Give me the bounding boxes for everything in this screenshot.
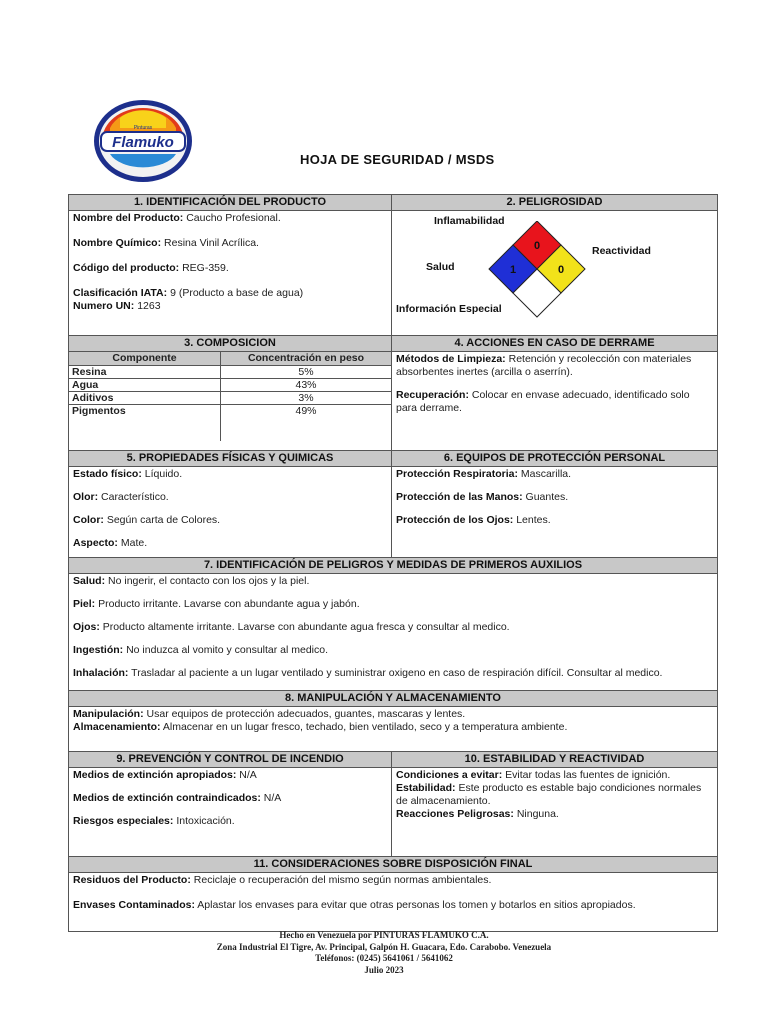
component-value: 43% [221,379,392,392]
field-label: Ingestión: [73,644,124,656]
field-label: Color: [73,514,104,526]
footer-address: Zona Industrial El Tigre, Av. Principal, Galpón H. Guacara, Edo. Carabobo. Venezuela [216,941,552,952]
flammability-label: Inflamabilidad [434,215,505,227]
eye-protection-value: Lentes. [516,514,551,526]
nfpa-diamond [477,221,597,319]
physical-state-value: Líquido. [144,468,183,480]
field-label: Salud: [73,575,106,587]
field-label: Protección Respiratoria: [396,468,518,480]
special-info-label: Información Especial [396,303,502,315]
section-6-header: 6. EQUIPOS DE PROTECCIÓN PERSONAL [392,451,717,467]
section-first-aid [69,558,717,690]
footer-phones: Teléfonos: (0245) 5641061 / 5641062 [315,953,453,963]
flamuko-logo-graphic [92,98,194,184]
handling-value: Usar equipos de protección adecuados, guantes, mascaras y lentes. [146,708,466,720]
section-identification [69,195,392,335]
field-label: Manipulación: [73,708,144,720]
section-stability [392,752,717,856]
conditions-to-avoid-value: Evitar todas las fuentes de ignición. [505,769,671,781]
health-hazard-value: No ingerir, el contacto con los ojos y la piel. [108,575,310,587]
product-name-value: Caucho Profesional. [186,212,281,224]
section-4-header: 4. ACCIONES EN CASO DE DERRAME [392,336,717,352]
eyes-value: Producto altamente irritante. Lavarse con abundante agua fresca y consultar al medico. [102,621,510,633]
field-label: Riesgos especiales: [73,815,174,827]
health-label: Salud [426,261,455,273]
field-label: Piel: [73,598,96,610]
field-label: Medios de extinción apropiados: [73,769,237,781]
storage-value: Almacenar en un lugar fresco, techado, bien ventilado, seco y a temperatura ambiente. [162,721,568,733]
iata-value: 9 (Producto a base de agua) [170,287,304,299]
section-2-header: 2. PELIGROSIDAD [392,195,717,211]
row-handling [69,690,717,751]
field-label: Inhalación: [73,667,129,679]
inhalation-value: Trasladar al paciente a un lugar ventilado y suministrar oxigeno en caso de respiración difícil. Consultar al medico. [131,667,663,679]
appearance-value: Mate. [120,537,148,549]
page-footer [0,930,768,976]
component-name: Pigmentos [72,405,126,417]
nfpa-reactivity-value: 0 [557,264,565,276]
section-spill [392,336,717,450]
hazardous-reactions-value: Ninguna. [516,808,559,820]
component-value: 49% [221,405,392,442]
row-fire-stability [69,751,717,856]
field-label: Clasificación IATA: [73,287,168,299]
section-disposal [69,857,717,931]
footer-date: Julio 2023 [364,964,404,975]
table-row [69,366,391,379]
skin-value: Producto irritante. Lavarse con abundante agua y jabón. [98,598,360,610]
msds-sheet [68,194,718,932]
odor-value: Característico. [101,491,169,503]
field-label: Envases Contaminados: [73,899,195,911]
section-5-header: 5. PROPIEDADES FÍSICAS Y QUIMICAS [69,451,391,467]
field-label: Olor: [73,491,99,503]
section-handling [69,691,717,751]
row-first-aid [69,557,717,690]
component-name: Resina [69,366,221,379]
footer-manufacturer: Hecho en Venezuela por PINTURAS FLAMUKO C.A. [279,930,489,940]
row-disposal [69,856,717,931]
flamuko-logo [92,98,194,184]
nfpa-flammability-value: 0 [533,240,541,252]
field-label: Código del producto: [73,262,180,274]
section-fire [69,752,392,856]
component-value: 5% [221,366,392,379]
section-properties [69,451,392,557]
contraindicated-media-value: N/A [263,792,282,804]
page-title: HOJA DE SEGURIDAD / MSDS [300,152,495,167]
chemical-name-value: Resina Vinil Acrílica. [164,237,259,249]
field-label: Nombre del Producto: [73,212,184,224]
field-label: Ojos: [73,621,100,633]
field-label: Medios de extinción contraindicados: [73,792,261,804]
field-label: Almacenamiento: [73,721,161,733]
field-label: Recuperación: [396,389,469,401]
un-number-value: 1263 [137,300,161,312]
section-hazard [392,195,717,335]
contaminated-packaging-value: Aplastar los envases para evitar que otras personas los tomen y botarlos en sitios apropiados. [197,899,636,911]
component-name: Agua [69,379,221,392]
section-10-header: 10. ESTABILIDAD Y REACTIVIDAD [392,752,717,768]
logo-subtitle: Pinturas [133,125,153,131]
field-label: Numero UN: [73,300,135,312]
section-ppe [392,451,717,557]
section-7-header: 7. IDENTIFICACIÓN DE PELIGROS Y MEDIDAS DE PRIMEROS AUXILIOS [69,558,717,574]
field-label: Nombre Químico: [73,237,162,249]
column-header-component: Componente [69,352,221,366]
component-name: Aditivos [69,392,221,405]
extinguishing-media-value: N/A [239,769,257,781]
field-label: Estado físico: [73,468,142,480]
section-3-header: 3. COMPOSICION [69,336,391,352]
section-9-header: 9. PREVENCIÓN Y CONTROL DE INCENDIO [69,752,391,768]
table-row [69,379,391,392]
special-risks-value: Intoxicación. [176,815,235,827]
component-value: 3% [221,392,392,405]
product-code-value: REG-359. [182,262,229,274]
row-identification-hazard [69,195,717,335]
table-row [69,392,391,405]
table-row [69,405,391,442]
row-properties-ppe [69,450,717,557]
product-waste-value: Reciclaje o recuperación del mismo según normas ambientales. [193,874,492,886]
nfpa-health-value: 1 [509,264,517,276]
section-composition [69,336,392,450]
field-label: Reacciones Peligrosas: [396,808,514,820]
cleanup-method-value: Retención y recolección con materiales absorbentes inertes (arcilla o aserrín). [396,353,692,378]
row-composition-spill [69,335,717,450]
section-11-header: 11. CONSIDERACIONES SOBRE DISPOSICIÓN FINAL [69,857,717,873]
column-header-concentration: Concentración en peso [221,352,392,366]
field-label: Condiciones a evitar: [396,769,503,781]
field-label: Aspecto: [73,537,118,549]
stability-value: Este producto es estable bajo condiciones normales de almacenamiento. [396,782,702,807]
field-label: Estabilidad: [396,782,456,794]
respiratory-protection-value: Mascarilla. [520,468,572,480]
logo-wordmark: Flamuko [112,134,174,151]
field-label: Protección de los Ojos: [396,514,514,526]
color-value: Según carta de Colores. [106,514,221,526]
composition-table [69,352,391,441]
field-label: Métodos de Limpieza: [396,353,506,365]
section-8-header: 8. MANIPULACIÓN Y ALMACENAMIENTO [69,691,717,707]
recovery-value: Colocar en envase adecuado, identificado solo para derrame. [396,389,690,414]
field-label: Protección de las Manos: [396,491,523,503]
field-label: Residuos del Producto: [73,874,191,886]
ingestion-value: No induzca al vomito y consultar al medico. [126,644,329,656]
section-1-header: 1. IDENTIFICACIÓN DEL PRODUCTO [69,195,391,211]
reactivity-label: Reactividad [592,245,651,257]
hand-protection-value: Guantes. [525,491,569,503]
